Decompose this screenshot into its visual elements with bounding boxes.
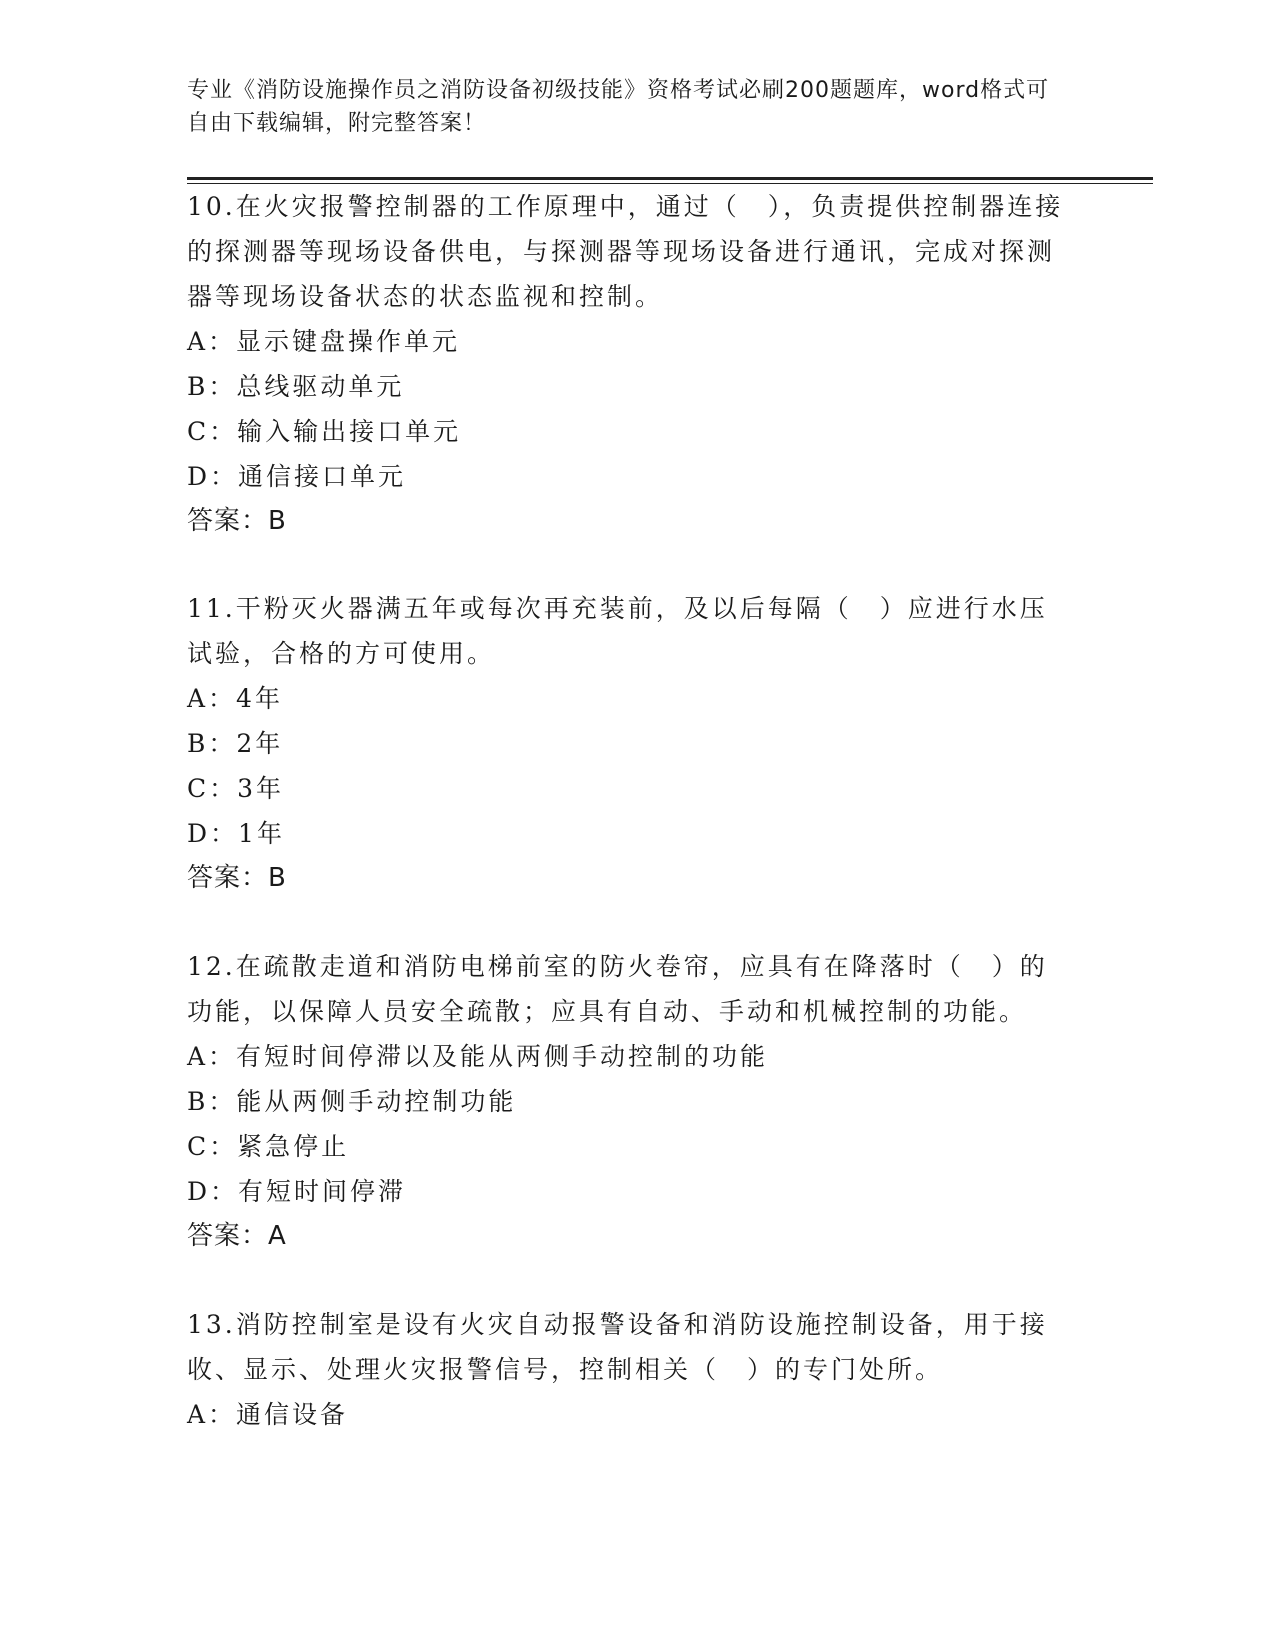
question-13 [187, 1302, 1067, 1437]
option-c: C：输入输出接口单元 [187, 417, 462, 446]
option-d: D：通信接口单元 [187, 462, 407, 491]
question-12 [187, 944, 1067, 1259]
option-b: B：2年 [187, 729, 284, 758]
option-a: A：显示键盘操作单元 [187, 327, 461, 356]
question-11 [187, 586, 1067, 901]
option-a: A：有短时间停滞以及能从两侧手动控制的功能 [187, 1042, 769, 1071]
question-10 [187, 184, 1067, 544]
option-c: C：3年 [187, 774, 285, 803]
answer-line: 答案：A [187, 1221, 287, 1251]
option-a: A：通信设备 [187, 1400, 349, 1429]
document-header: 专业《消防设施操作员之消防设备初级技能》资格考试必刷200题题库，word格式可自由下载编辑，附完整答案！ [187, 78, 1050, 136]
question-stem: 13.消防控制室是设有火灾自动报警设备和消防设施控制设备，用于接收、显示、处理火灾报警信号，控制相关（ ）的专门处所。 [187, 1310, 1048, 1384]
answer-line: 答案：B [187, 506, 287, 536]
header-divider-thick [187, 177, 1153, 180]
question-stem: 10.在火灾报警控制器的工作原理中，通过（ ），负责提供控制器连接的探测器等现场设备供电，与探测器等现场设备进行通讯，完成对探测器等现场设备状态的状态监视和控制。 [187, 192, 1064, 311]
option-c: C：紧急停止 [187, 1132, 350, 1161]
option-d: D：1年 [187, 819, 285, 848]
option-d: D：有短时间停滞 [187, 1177, 407, 1206]
option-a: A：4年 [187, 684, 283, 713]
question-stem: 12.在疏散走道和消防电梯前室的防火卷帘，应具有在降落时（ ）的功能，以保障人员安全疏散；应具有自动、手动和机械控制的功能。 [187, 952, 1048, 1026]
question-stem: 11.干粉灭火器满五年或每次再充装前，及以后每隔（ ）应进行水压试验，合格的方可使用。 [187, 594, 1048, 668]
answer-line: 答案：B [187, 863, 287, 893]
option-b: B：总线驱动单元 [187, 372, 405, 401]
option-b: B：能从两侧手动控制功能 [187, 1087, 517, 1116]
